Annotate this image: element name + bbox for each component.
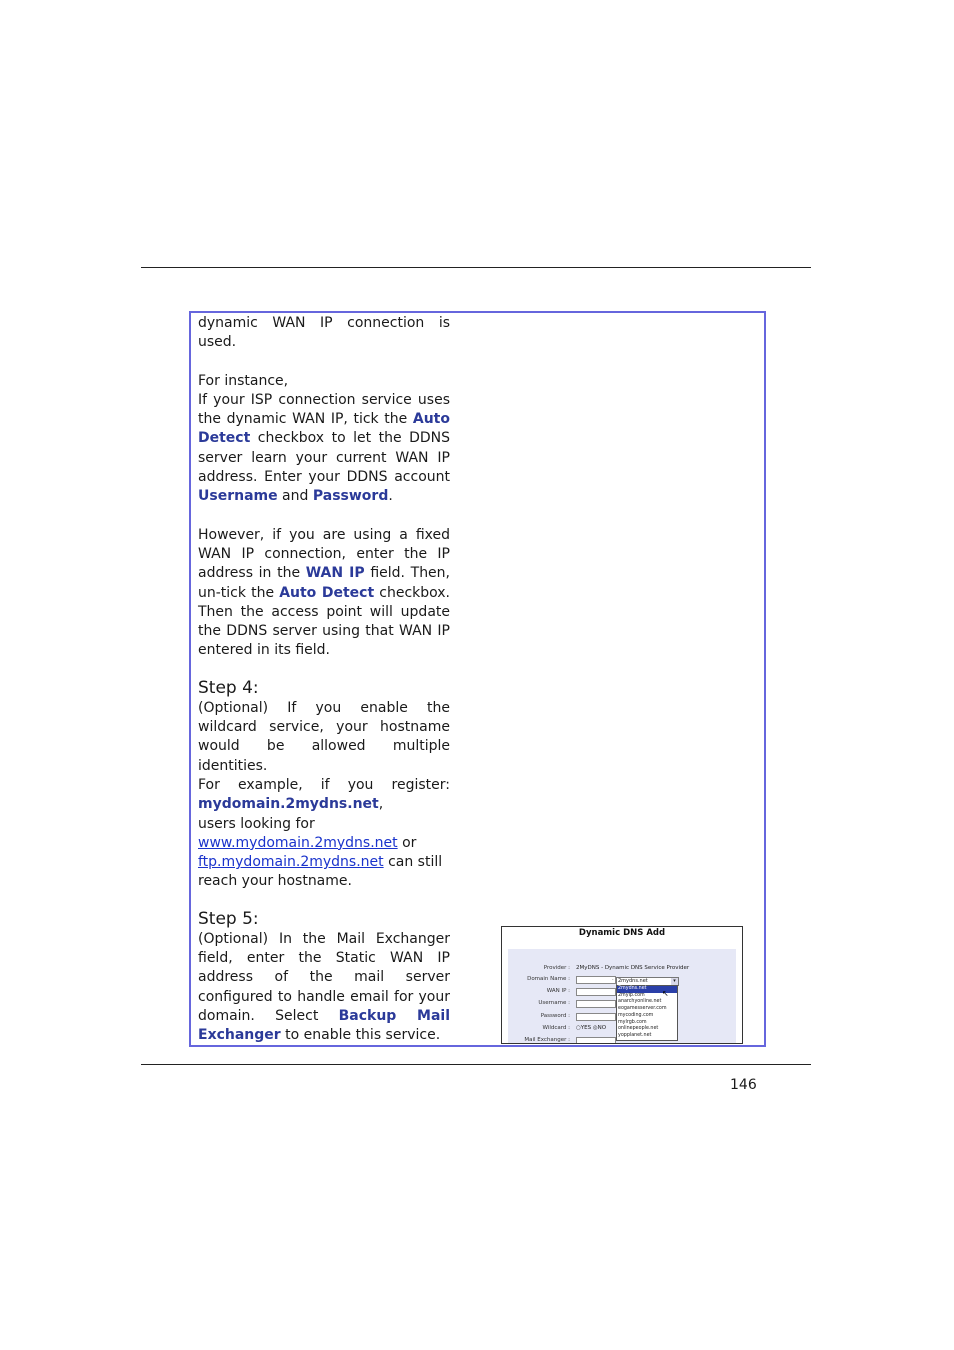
domain-option[interactable]: 2mydns.net (617, 986, 677, 993)
page-number: 146 (730, 1077, 757, 1093)
username-label: Username : (538, 1000, 570, 1006)
step4-links: www.mydomain.2mydns.net or (198, 834, 417, 851)
paragraph-dynamic-ip: If your ISP connection service uses the dynamic WAN IP, tick the Auto Detect checkbox to let the DDNS server learn your current WAN IP address. Enter your DDNS account Username and Password. (198, 391, 450, 505)
keyword-auto-detect: Auto Detect (198, 411, 450, 447)
step4-example: For example, if you register: mydomain.2mydns.net, (198, 776, 450, 813)
domain-option[interactable]: mycoding.com (618, 1012, 654, 1018)
username-input[interactable] (576, 1000, 616, 1008)
paragraph-for-instance: For instance, (198, 372, 289, 389)
provider-label: Provider : (543, 965, 570, 971)
password-label: Password : (540, 1013, 570, 1019)
screenshot-form-panel (508, 949, 736, 1044)
domain-option[interactable]: onlinepeople.net (618, 1026, 659, 1032)
wan-ip-label: WAN IP : (546, 988, 570, 994)
mail-exchanger-input[interactable] (576, 1037, 616, 1044)
link-ftp-domain[interactable]: ftp.mydomain.2mydns.net (198, 854, 384, 871)
mail-exchanger-label: Mail Exchanger : (524, 1037, 570, 1043)
text-column (198, 314, 450, 1046)
footer-rule (141, 1064, 811, 1065)
wan-ip-input[interactable] (576, 988, 616, 996)
keyword-auto-detect-2: Auto Detect (279, 584, 375, 601)
provider-value: 2MyDNS - Dynamic DNS Service Provider (576, 965, 690, 971)
domain-input[interactable] (576, 976, 616, 984)
step5-heading: Step 5: (198, 908, 259, 929)
wildcard-label: Wildcard : (542, 1025, 570, 1031)
domain-option[interactable]: yopplanet.net (618, 1032, 652, 1038)
chevron-down-icon[interactable]: ▾ (671, 978, 678, 985)
step4-heading: Step 4: (198, 677, 259, 698)
domain-option[interactable]: anarchyonline.net (618, 999, 662, 1005)
step4-links-2: ftp.mydomain.2mydns.net can still reach your hostname. (198, 854, 443, 890)
wildcard-radios[interactable]: ○YES ◎NO (576, 1025, 607, 1031)
step4-paragraph: (Optional) If you enable the wildcard service, your hostname would be allowed multiple identities. (198, 699, 450, 774)
keyword-password: Password (312, 488, 389, 505)
domain-label: Domain Name : (527, 976, 570, 982)
paragraph-fixed-ip: However, if you are using a fixed WAN IP connection, enter the IP address in the WAN IP field. Then, un-tick the Auto Detect checkbox. Then the access point will update the DDNS server using that WAN IP entered in its field. (198, 526, 450, 659)
domain-select-value: 2mydns.net (618, 978, 648, 984)
domain-option[interactable]: mylrgb.com (618, 1019, 647, 1025)
header-rule (141, 267, 811, 268)
domain-option[interactable]: eogamesserver.com (618, 1006, 667, 1012)
step5-paragraph: (Optional) In the Mail Exchanger field, enter the Static WAN IP address of the mail server configured to handle email for your domain. Select Backup Mail Exchanger to enable this service. (198, 930, 450, 1044)
password-input[interactable] (576, 1013, 616, 1021)
domain-option[interactable]: 2myip.com (618, 992, 645, 998)
domain-dot: . (612, 976, 614, 982)
keyword-backup-mail-exchanger: Backup Mail Exchanger (198, 1007, 450, 1044)
keyword-username: Username (198, 488, 278, 505)
keyword-domain: mydomain.2mydns.net (198, 796, 379, 813)
keyword-wan-ip: WAN IP (305, 565, 365, 582)
screenshot-title: Dynamic DNS Add (578, 928, 666, 938)
paragraph-intro: dynamic WAN IP connection is used. (198, 315, 450, 351)
link-www-domain[interactable]: www.mydomain.2mydns.net (198, 834, 398, 851)
mouse-cursor-icon: ↖ (662, 989, 669, 998)
dynamic-dns-add-screenshot (501, 926, 743, 1044)
step4-users: users looking for (198, 815, 315, 832)
